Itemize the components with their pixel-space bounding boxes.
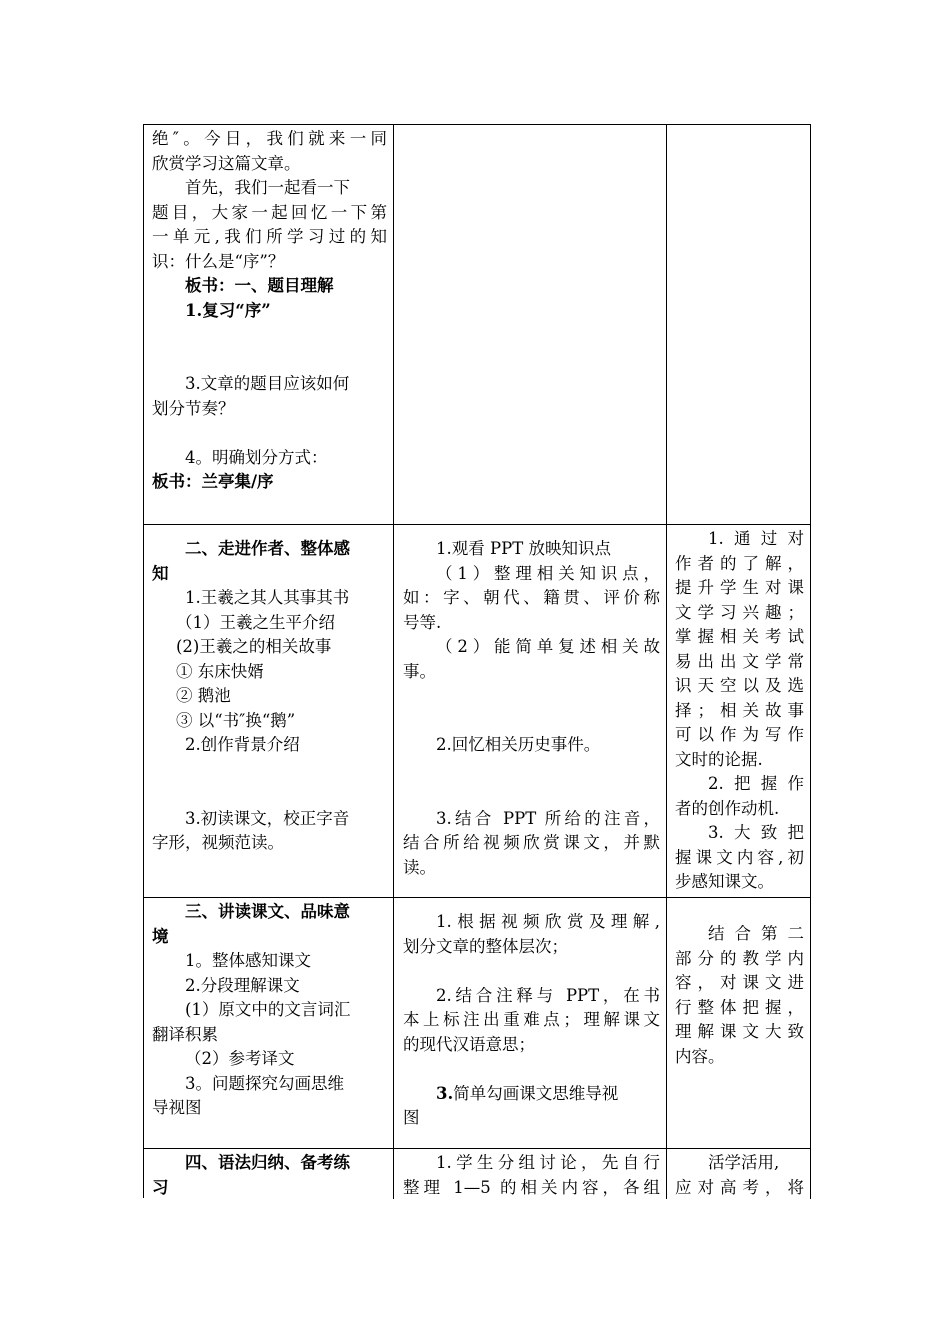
text-line: 翻译积累 — [152, 1024, 218, 1044]
section-heading: 知 — [152, 563, 169, 583]
text-line: 可以作为写作 — [675, 725, 804, 744]
table-row — [144, 525, 811, 898]
student-activity-cell — [394, 525, 667, 897]
teacher-activity-cell — [144, 898, 394, 1148]
student-activity-cell — [394, 898, 667, 1148]
text-line: 首先，我们一起看一下 — [185, 178, 350, 197]
text-line: ① 东床快婿 — [176, 661, 264, 681]
text-line: (2)王羲之的相关故事 — [176, 637, 332, 656]
text-line: 本上标注出重难点；理解课文 — [403, 1010, 660, 1029]
text-line: 内容。 — [675, 1046, 725, 1066]
design-intent-cell — [667, 1149, 811, 1199]
teacher-activity-cell — [144, 1149, 394, 1199]
text-line: 3.文章的题目应该如何 — [185, 374, 350, 393]
text-line: 3。问题探究勾画思维 — [185, 1073, 344, 1093]
student-activity-cell — [394, 1149, 667, 1199]
text-line: 识天空以及选 — [675, 676, 804, 695]
design-intent-cell — [667, 898, 811, 1148]
text-line: 1.王羲之其人其事其书 — [185, 588, 350, 607]
text-line: 如：字、朝代、籍贯、评价称 — [403, 588, 660, 607]
section-heading: 习 — [152, 1177, 169, 1197]
lesson-plan-table — [143, 124, 811, 1198]
board-note: 板书：兰亭集/序 — [152, 472, 274, 491]
text-line: 绝″。今日，我们就来一同 — [152, 129, 387, 148]
text-line: 理解课文大致 — [675, 1022, 804, 1041]
text-line: 划分节奏？ — [152, 398, 235, 418]
section-heading: 境 — [152, 926, 169, 946]
text-line: 1.通过对 — [708, 529, 804, 548]
text-line: （2）参考译文 — [185, 1049, 295, 1068]
teacher-activity-cell — [144, 125, 394, 524]
text-line: (1）原文中的文言词汇 — [185, 1000, 351, 1019]
text-line: 文学习兴趣； — [675, 602, 804, 622]
text-line: 结合第二 — [708, 924, 804, 943]
text-line: 2.结合注释与 PPT，在书 — [436, 985, 660, 1005]
text-line: 2.创作背景介绍 — [185, 735, 300, 754]
item-number: 3. — [436, 1083, 454, 1103]
text-line: 作者的了解， — [675, 553, 804, 573]
text-line: 字形，视频范读。 — [152, 833, 284, 852]
text-line: ② 鹅池 — [176, 686, 231, 705]
text-line: 掌握相关考试 — [675, 627, 804, 646]
table-row — [144, 898, 811, 1149]
text-line: （2）能简单复述相关故 — [436, 637, 660, 656]
text-line: 3.结合 PPT 所给的注音， — [436, 808, 660, 828]
table-row — [144, 125, 811, 525]
text-line: 部分的教学内 — [675, 948, 804, 968]
section-heading: 二、走进作者、整体感 — [185, 539, 350, 558]
section-heading: 三、讲读课文、品味意 — [185, 902, 350, 921]
board-note: 1.复习“序” — [185, 300, 271, 320]
student-activity-cell — [394, 125, 667, 524]
text-line: 读。 — [403, 857, 436, 877]
text-line: 1.观看 PPT 放映知识点 — [436, 539, 611, 558]
text-line: 应对高考，将 — [675, 1177, 804, 1197]
text-line: 4。明确划分方式： — [185, 447, 328, 467]
text-line: 文时的论据. — [675, 749, 763, 769]
text-line: 者的创作动机. — [675, 798, 780, 818]
table-row — [144, 1149, 811, 1199]
text-line: 2.把握作 — [708, 774, 804, 793]
text-line: 图 — [403, 1108, 420, 1127]
text-line: 择；相关故事 — [675, 700, 804, 720]
design-intent-cell — [667, 525, 811, 897]
text-line: 号等. — [403, 612, 442, 632]
board-note: 板书：一、题目理解 — [185, 276, 334, 295]
text-line: 行整体把握， — [675, 997, 804, 1017]
text-line: 一单元,我们所学习过的知 — [152, 227, 387, 246]
text-line: （1）王羲之生平介绍 — [176, 612, 335, 632]
text-line: 事。 — [403, 661, 436, 681]
teacher-activity-cell — [144, 525, 394, 897]
text-line — [403, 1082, 660, 1107]
text-line: 结合所给视频欣赏课文，并默 — [403, 833, 660, 852]
text-line: 识：什么是“序”？ — [152, 251, 285, 271]
text-line: 题目，大家一起回忆一下第 — [152, 202, 387, 222]
text-line: 整理 1—5 的相关内容，各组 — [403, 1177, 660, 1197]
text-line: 2.回忆相关历史事件。 — [436, 735, 601, 754]
text-line: 3.初读课文，校正字音 — [185, 808, 350, 828]
text-line: 1.根据视频欣赏及理解, — [436, 912, 660, 931]
section-heading: 四、语法归纳、备考练 — [185, 1153, 350, 1172]
text-line: ③ 以“书″换“鹅” — [176, 710, 296, 730]
text-line: 3.大致把 — [708, 823, 804, 842]
text-line: 易出出文学常 — [675, 651, 804, 671]
text-line: 活学活用, — [708, 1153, 780, 1172]
text-line: 1。整体感知课文 — [185, 951, 311, 970]
text-line: 欣赏学习这篇文章。 — [152, 153, 301, 173]
text-line: 划分文章的整体层次； — [403, 936, 568, 956]
text-line: 提升学生对课 — [675, 578, 804, 597]
text-line: 握课文内容,初 — [675, 847, 804, 867]
text-line: 容，对课文进 — [675, 973, 804, 992]
design-intent-cell — [667, 125, 811, 524]
text-line: 1.学生分组讨论，先自行 — [436, 1153, 660, 1172]
text-line: （1）整理相关知识点， — [436, 563, 660, 583]
text-line: 导视图 — [152, 1098, 202, 1117]
item-text: 简单勾画课文思维导视 — [453, 1083, 619, 1103]
text-line: 2.分段理解课文 — [185, 975, 300, 995]
text-line: 步感知课文。 — [675, 872, 774, 891]
text-line: 的现代汉语意思； — [403, 1034, 535, 1054]
